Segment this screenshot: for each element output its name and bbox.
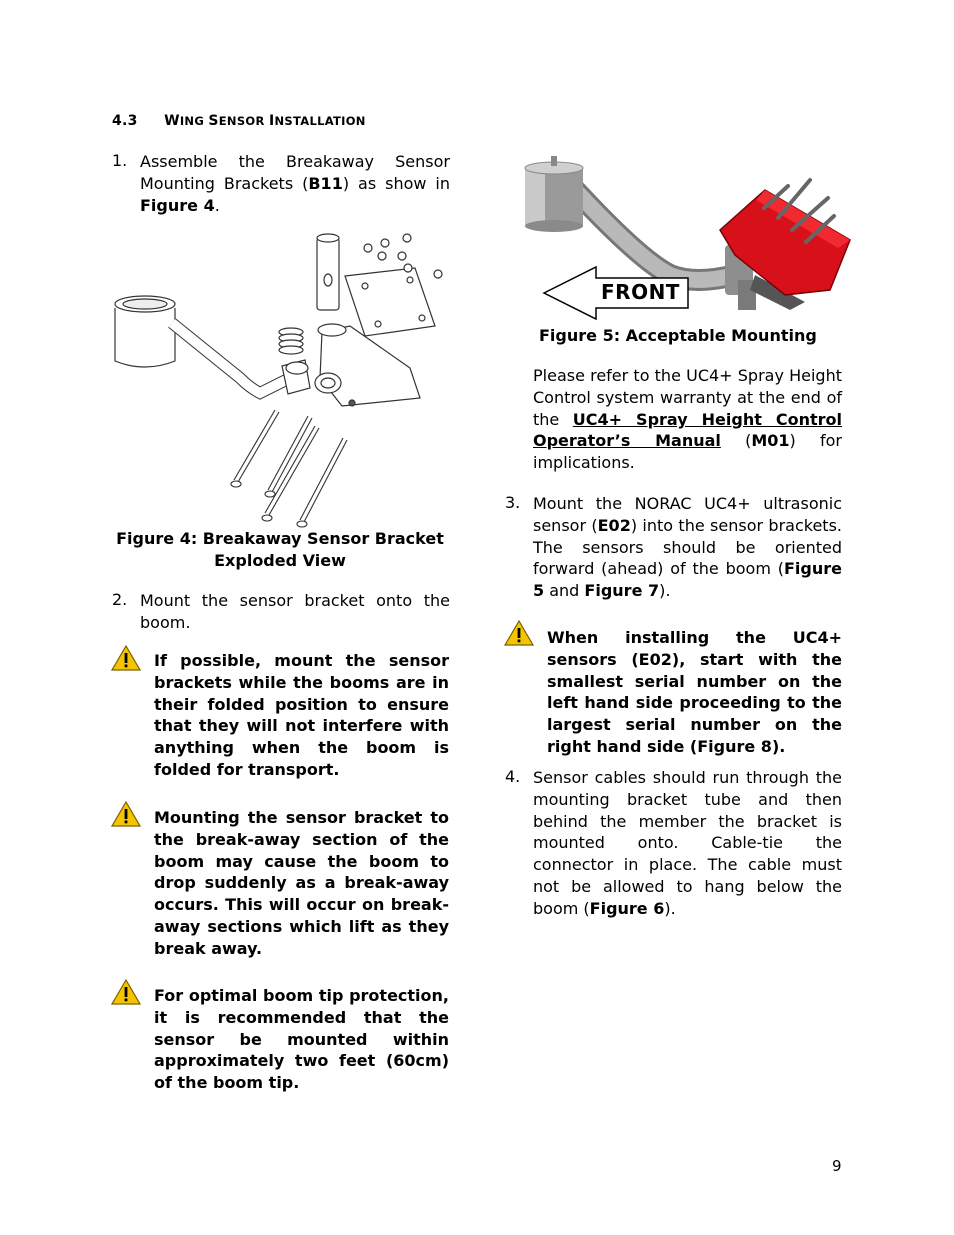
step-number: 2.	[112, 590, 128, 609]
spring-icon	[279, 328, 303, 354]
figure-ref: Figure 6	[589, 898, 665, 918]
warning-icon	[111, 645, 141, 671]
manual-code: M01	[751, 431, 790, 451]
figure-ref: Figure 7	[584, 581, 660, 601]
warning-2-text: Mounting the sensor bracket to the break-away section of the boom may cause the boom to drop suddenly as a break-away occurs. This will occur on break-away sections which lift as they break away.	[154, 808, 449, 958]
step-4: 4. Sensor cables should run through the mounting bracket tube and then behind the member the bracket is mounted onto. Cable-tie the connector in place. The cable must not be allowed to hang below the boom (Figure 6).	[505, 767, 842, 918]
step-number: 3.	[505, 493, 521, 512]
warning-icon	[111, 801, 141, 827]
part-code: B11	[308, 173, 343, 193]
step-1-line-1: Assemble the Breakaway Sensor	[140, 152, 450, 171]
warning-1-text: If possible, mount the sensor brackets while the booms are in their folded position to ensure that they will not interfere with anything when the boom is folded for transport.	[154, 651, 449, 779]
front-arrow-label: FRONT	[601, 280, 680, 304]
step-number: 1.	[112, 151, 128, 170]
figure-5-mounting-photo	[520, 150, 855, 325]
warning-icon	[504, 620, 534, 646]
figure-5-caption: Figure 5: Acceptable Mounting	[539, 326, 817, 345]
figure-4-exploded-drawing	[110, 228, 455, 528]
figure-4-caption: Figure 4: Breakaway Sensor Bracket Exploded View	[116, 529, 444, 570]
manual-link[interactable]: UC4+ Spray Height Control Operator’s Manual	[533, 409, 843, 451]
bolt-icon	[231, 410, 347, 527]
warning-3-text: For optimal boom tip protection, it is recommended that the sensor be mounted within approximately two feet (60cm) of the boom tip.	[154, 986, 449, 1093]
section-number: 4.3	[112, 113, 138, 129]
section-title: WING SENSOR INSTALLATION	[164, 113, 366, 129]
refer-paragraph: Please refer to the UC4+ Spray Height Control system warranty at the end of the UC4+ Spray Height Control Operator’s Manual (M01) for implications.	[533, 366, 843, 473]
section-heading	[112, 113, 366, 129]
step-3: 3. Mount the NORAC UC4+ ultrasonic sensor (E02) into the sensor brackets. The sensors should be oriented forward (ahead) of the boom (Figure 5 and Figure 7).	[505, 493, 842, 601]
step-1: 1. Assemble the Breakaway Sensor Mounting Brackets (B11) as show in Figure 4.	[112, 151, 451, 215]
warning-icon	[111, 979, 141, 1005]
page-number: 9	[832, 1157, 842, 1175]
part-code: E02	[597, 515, 631, 535]
figure-ref: Figure 5	[533, 559, 842, 601]
warning-4-text: When installing the UC4+ sensors (E02), start with the smallest serial number on the left hand side proceeding to the largest serial number on the right hand side (Figure 8).	[547, 628, 842, 756]
figure-ref: Figure 4	[140, 195, 215, 215]
step-2: 2. Mount the sensor bracket onto the boom.	[112, 590, 450, 632]
step-number: 4.	[505, 767, 521, 786]
